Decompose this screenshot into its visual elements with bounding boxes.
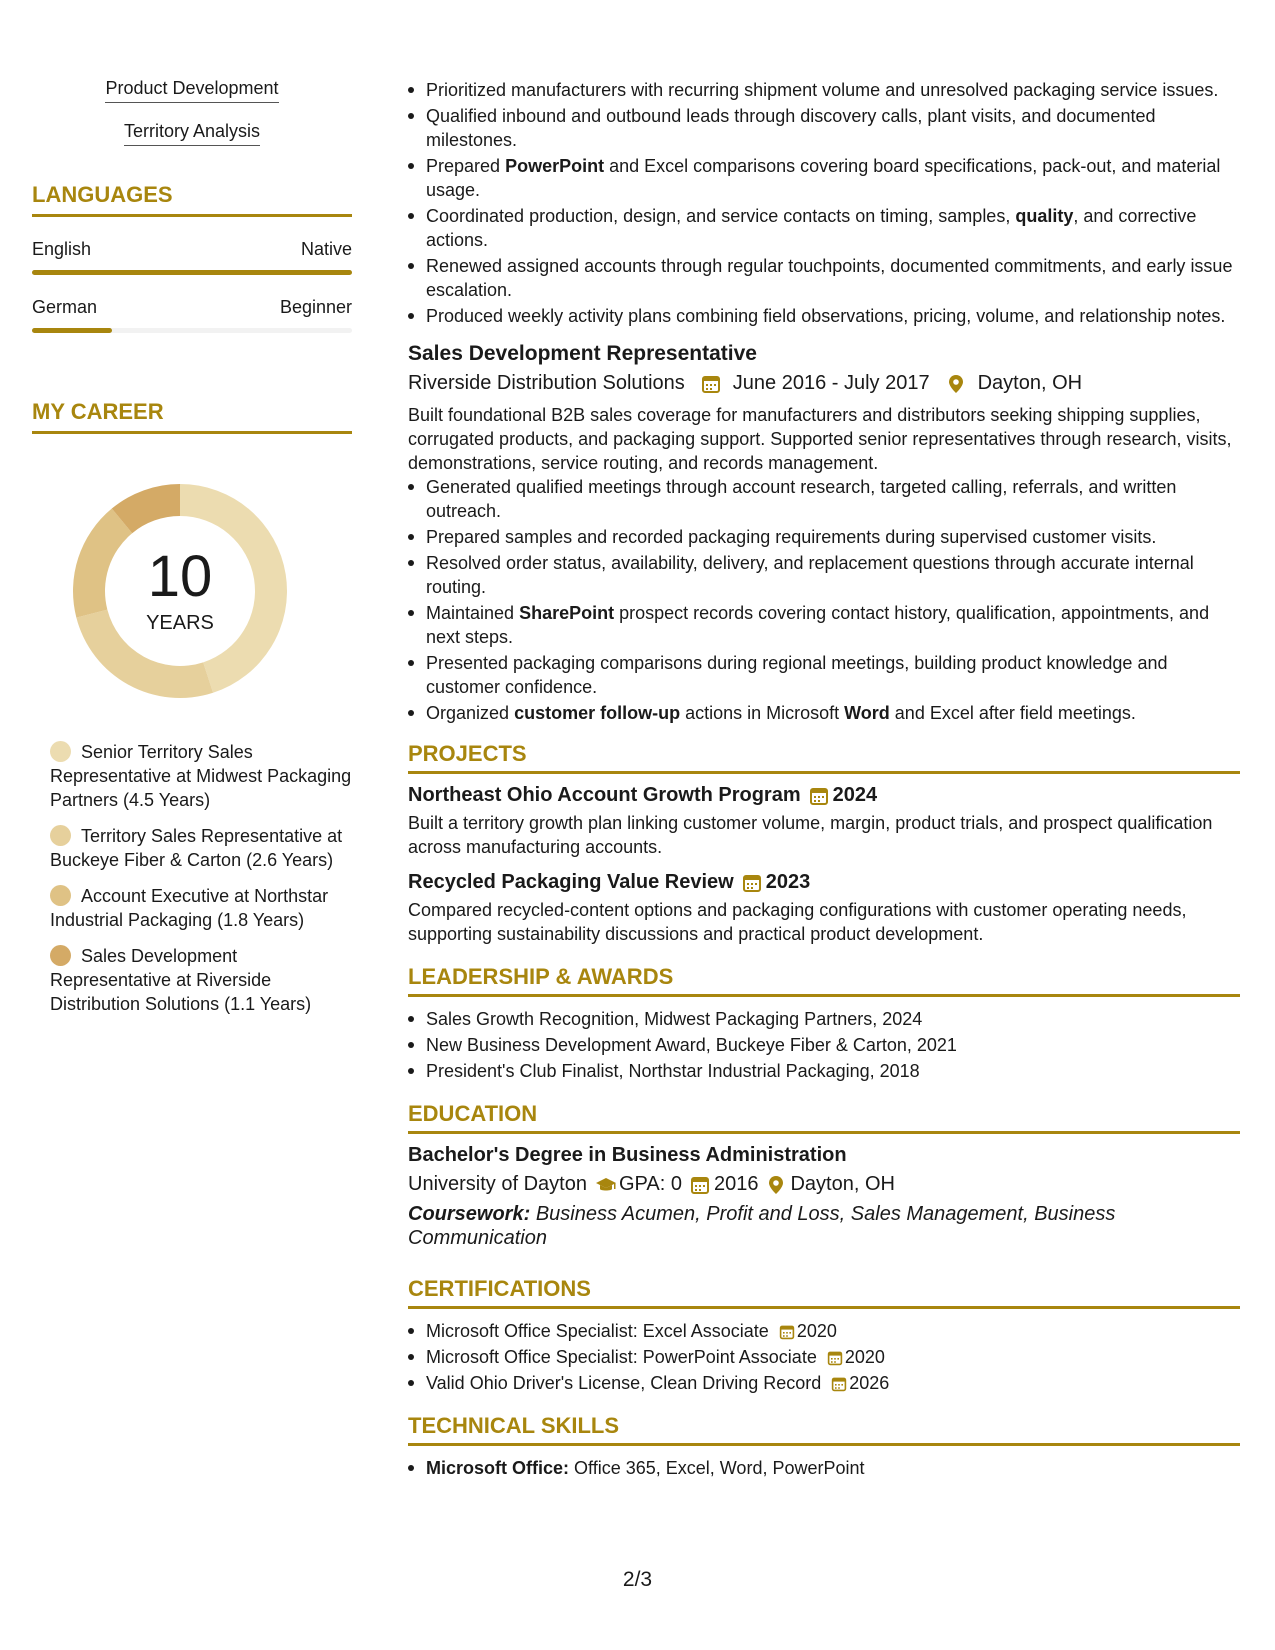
job-meta xyxy=(408,372,1240,395)
language-bar xyxy=(32,328,352,333)
education-school: University of Dayton xyxy=(408,1173,587,1195)
project-description: Built a territory growth plan linking customer volume, margin, product trials, and prospect qualification across manufacturing accounts. xyxy=(408,813,1213,857)
project-item xyxy=(408,871,1240,946)
technical-skills-list xyxy=(408,1456,1240,1480)
language-bar xyxy=(32,270,352,275)
bullet-item: Qualified inbound and outbound leads through discovery calls, plant visits, and documented milestones. xyxy=(408,104,1240,152)
language-name: English xyxy=(32,239,92,259)
awards-list xyxy=(408,1007,1240,1083)
education-meta xyxy=(408,1173,1240,1196)
career-unit: YEARS xyxy=(146,611,214,634)
job-company: Riverside Distribution Solutions xyxy=(408,372,685,394)
education-year: 2016 xyxy=(713,1173,759,1195)
awards-heading: LEADERSHIP & AWARDS xyxy=(408,964,1240,997)
language-item xyxy=(32,239,352,275)
legend-dot xyxy=(50,741,71,762)
language-bar-fill xyxy=(32,328,112,333)
bullet-item: Presented packaging comparisons during regional meetings, building product knowledge and customer confidence. xyxy=(408,651,1240,699)
bullet-item: Produced weekly activity plans combining field observations, pricing, volume, and relationship notes. xyxy=(408,304,1240,328)
page-number: 2/3 xyxy=(622,1568,653,1591)
left-column xyxy=(32,78,352,1028)
award-item: New Business Development Award, Buckeye Fiber & Carton, 2021 xyxy=(408,1033,1240,1057)
certifications-list xyxy=(408,1319,1240,1395)
project-title: Recycled Packaging Value Review xyxy=(408,871,734,893)
legend-dot xyxy=(50,885,71,906)
language-name: German xyxy=(32,297,98,317)
career-heading: MY CAREER xyxy=(32,399,352,434)
career-legend-item: Senior Territory Sales Representative at Midwest Packaging Partners (4.5 Years) xyxy=(50,742,352,810)
project-description: Compared recycled-content options and packaging configurations with customer operating needs, supporting sustainability discussions and practical product development. xyxy=(408,900,1187,944)
bullet-item: Prioritized manufacturers with recurring shipment volume and unresolved packaging service issues. xyxy=(408,78,1240,102)
coursework-text: Business Acumen, Profit and Loss, Sales Management, Business Communication xyxy=(408,1203,1116,1249)
career-legend-item: Sales Development Representative at Riverside Distribution Solutions (1.1 Years) xyxy=(50,946,312,1014)
calendar-icon xyxy=(690,1175,710,1195)
bullet-item: Coordinated production, design, and service contacts on timing, samples, quality, and corrective actions. xyxy=(408,204,1240,252)
calendar-icon xyxy=(809,786,829,806)
education-heading: EDUCATION xyxy=(408,1101,1240,1134)
previous-job-bullets xyxy=(408,78,1240,328)
career-legend-item: Account Executive at Northstar Industrial Packaging (1.8 Years) xyxy=(50,886,329,930)
education-degree: Bachelor's Degree in Business Administration xyxy=(408,1144,847,1166)
skill-tag: Territory Analysis xyxy=(32,121,352,146)
career-total: 10 xyxy=(147,543,213,609)
project-year: 2024 xyxy=(832,784,878,806)
calendar-icon xyxy=(779,1322,795,1338)
bullet-item: Prepared PowerPoint and Excel comparisons covering board specifications, pack-out, and material usage. xyxy=(408,154,1240,202)
language-bar-fill xyxy=(32,270,352,275)
bullet-item: Maintained SharePoint prospect records covering contact history, qualification, appointments, and next steps. xyxy=(408,601,1240,649)
certifications-heading: CERTIFICATIONS xyxy=(408,1276,1240,1309)
skill-tag: Product Development xyxy=(32,78,352,103)
technical-skill-item: Microsoft Office: Office 365, Excel, Word, PowerPoint xyxy=(408,1456,1240,1480)
bullet-item: Resolved order status, availability, delivery, and replacement questions through accurate internal routing. xyxy=(408,551,1240,599)
languages-heading: LANGUAGES xyxy=(32,182,352,217)
right-column xyxy=(408,78,1240,1482)
graduation-cap-icon xyxy=(595,1175,615,1195)
career-legend-item: Territory Sales Representative at Buckeye Fiber & Carton (2.6 Years) xyxy=(50,826,343,870)
location-pin-icon xyxy=(946,374,966,394)
language-level: Native xyxy=(300,239,352,259)
award-item: President's Club Finalist, Northstar Industrial Packaging, 2018 xyxy=(408,1059,1240,1083)
language-level: Beginner xyxy=(279,297,352,317)
education-location: Dayton, OH xyxy=(790,1173,895,1195)
language-item xyxy=(32,297,352,333)
job-dates: June 2016 - July 2017 xyxy=(732,372,930,394)
career-donut xyxy=(65,476,295,706)
education-coursework xyxy=(408,1202,1240,1250)
bullet-item: Generated qualified meetings through account research, targeted calling, referrals, and written outreach. xyxy=(408,475,1240,523)
job-bullets xyxy=(408,475,1240,725)
calendar-icon xyxy=(831,1374,847,1390)
certification-item: Valid Ohio Driver's License, Clean Driving Record 2026 xyxy=(408,1371,1240,1395)
technical-skills-heading: TECHNICAL SKILLS xyxy=(408,1413,1240,1446)
project-title: Northeast Ohio Account Growth Program xyxy=(408,784,801,806)
award-item: Sales Growth Recognition, Midwest Packaging Partners, 2024 xyxy=(408,1007,1240,1031)
calendar-icon xyxy=(742,873,762,893)
project-item xyxy=(408,784,1240,859)
certification-item: Microsoft Office Specialist: PowerPoint Associate 2020 xyxy=(408,1345,1240,1369)
project-year: 2023 xyxy=(765,871,811,893)
bullet-item: Organized customer follow-up actions in Microsoft Word and Excel after field meetings. xyxy=(408,701,1240,725)
education-gpa: GPA: 0 xyxy=(618,1173,682,1195)
job-description: Built foundational B2B sales coverage for manufacturers and distributors seeking shipping supplies, corrugated products, and packaging support. Supported senior representatives through research, visits, demonstrations, service routing, and records management. xyxy=(408,405,1232,473)
bullet-item: Prepared samples and recorded packaging requirements during supervised customer visits. xyxy=(408,525,1240,549)
calendar-icon xyxy=(827,1348,843,1364)
career-legend xyxy=(32,740,352,1016)
bullet-item: Renewed assigned accounts through regular touchpoints, documented commitments, and early issue escalation. xyxy=(408,254,1240,302)
legend-dot xyxy=(50,945,71,966)
projects-heading: PROJECTS xyxy=(408,741,1240,774)
legend-dot xyxy=(50,825,71,846)
location-pin-icon xyxy=(766,1175,786,1195)
job-location: Dayton, OH xyxy=(977,372,1083,394)
calendar-icon xyxy=(701,374,721,394)
coursework-label: Coursework: xyxy=(408,1203,531,1225)
certification-item: Microsoft Office Specialist: Excel Associate 2020 xyxy=(408,1319,1240,1343)
job-title: Sales Development Representative xyxy=(408,342,757,365)
